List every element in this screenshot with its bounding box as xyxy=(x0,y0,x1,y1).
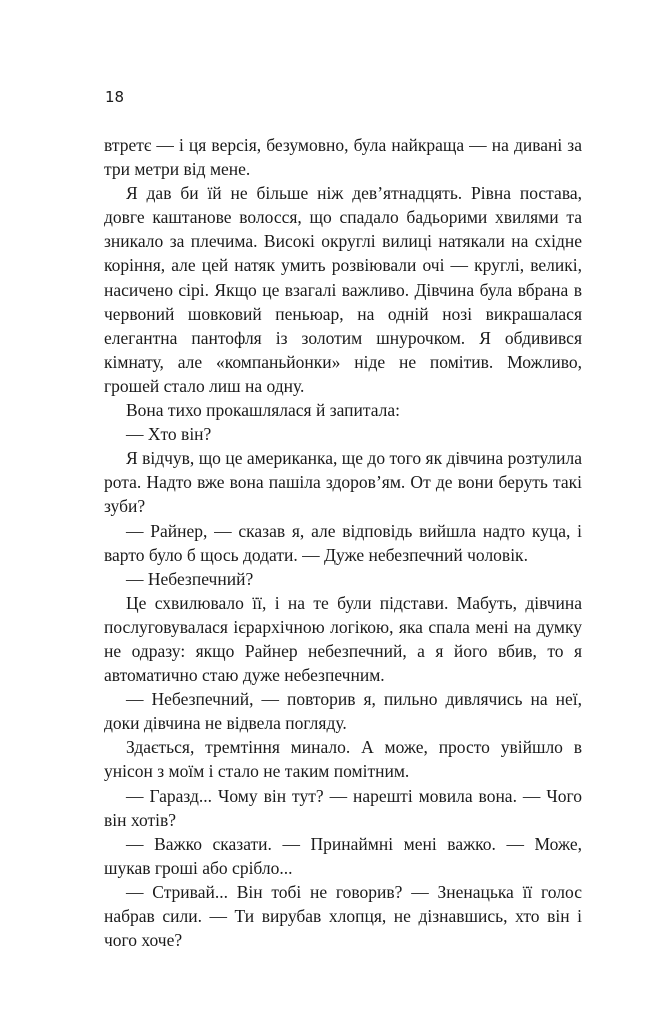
paragraph: — Гаразд... Чому він тут? — нарешті мовила вона. — Чого він хотів? xyxy=(104,785,582,830)
paragraph: — Стривай... Він тобі не говорив? — Зненацька її голос набрав сили. — Ти вирубав хлопця, не дізнавшись, хто він і чого хоче? xyxy=(104,881,582,951)
paragraph: — Хто він? xyxy=(126,424,212,445)
paragraph: Я дав би їй не більше ніж дев’ятнадцять. Рівна постава, довге каштанове волосся, що спадало бадьорими хвилями та зникало за плечима. Високі округлі вилиці натякали на східне коріння, але цей натяк умить розвіювали очі — круглі, великі, насичено сірі. Якщо це взагалі важливо. Дівчина була вбрана в червоний шовковий пеньюар, на одній нозі викрашалася елегантна пантофля із золотим шнурочком. Я обдивився кімнату, але «компаньйонки» ніде не помітив. Можливо, грошей стало лиш на одну. xyxy=(104,183,582,396)
paragraph: Вона тихо прокашлялася й запитала: xyxy=(126,400,401,421)
paragraph: Це схвилювало її, і на те були підстави. Мабуть, дівчина послуговувалася ієрархічною логікою, яка спала мені на думку не одразу: якщо Райнер небезпечний, а я його вбив, то я автоматично стаю дуже небезпечним. xyxy=(104,592,582,686)
paragraph: втретє — і ця версія, безумовно, була найкраща — на дивані за три метри від мене. xyxy=(104,135,582,180)
body-text xyxy=(104,133,582,952)
paragraph: — Небезпечний? xyxy=(126,568,254,589)
paragraph: Я відчув, що це американка, ще до того як дівчина розтулила рота. Надто вже вона пашіла здоров’ям. От де вони беруть такі зуби? xyxy=(104,448,582,517)
page-number: 18 xyxy=(105,88,125,106)
paragraph: — Небезпечний, — повторив я, пильно дивлячись на неї, доки дівчина не відвела погляду. xyxy=(104,689,582,734)
paragraph: — Важко сказати. — Принаймні мені важко. — Може, шукав гроші або срібло... xyxy=(104,833,582,878)
paragraph: Здається, тремтіння минало. А може, просто увійшло в унісон з моїм і стало не таким помітним. xyxy=(104,737,582,782)
paragraph: — Райнер, — сказав я, але відповідь вийшла надто куца, і варто було б щось додати. — Дуже небезпечний чоловік. xyxy=(104,520,582,565)
